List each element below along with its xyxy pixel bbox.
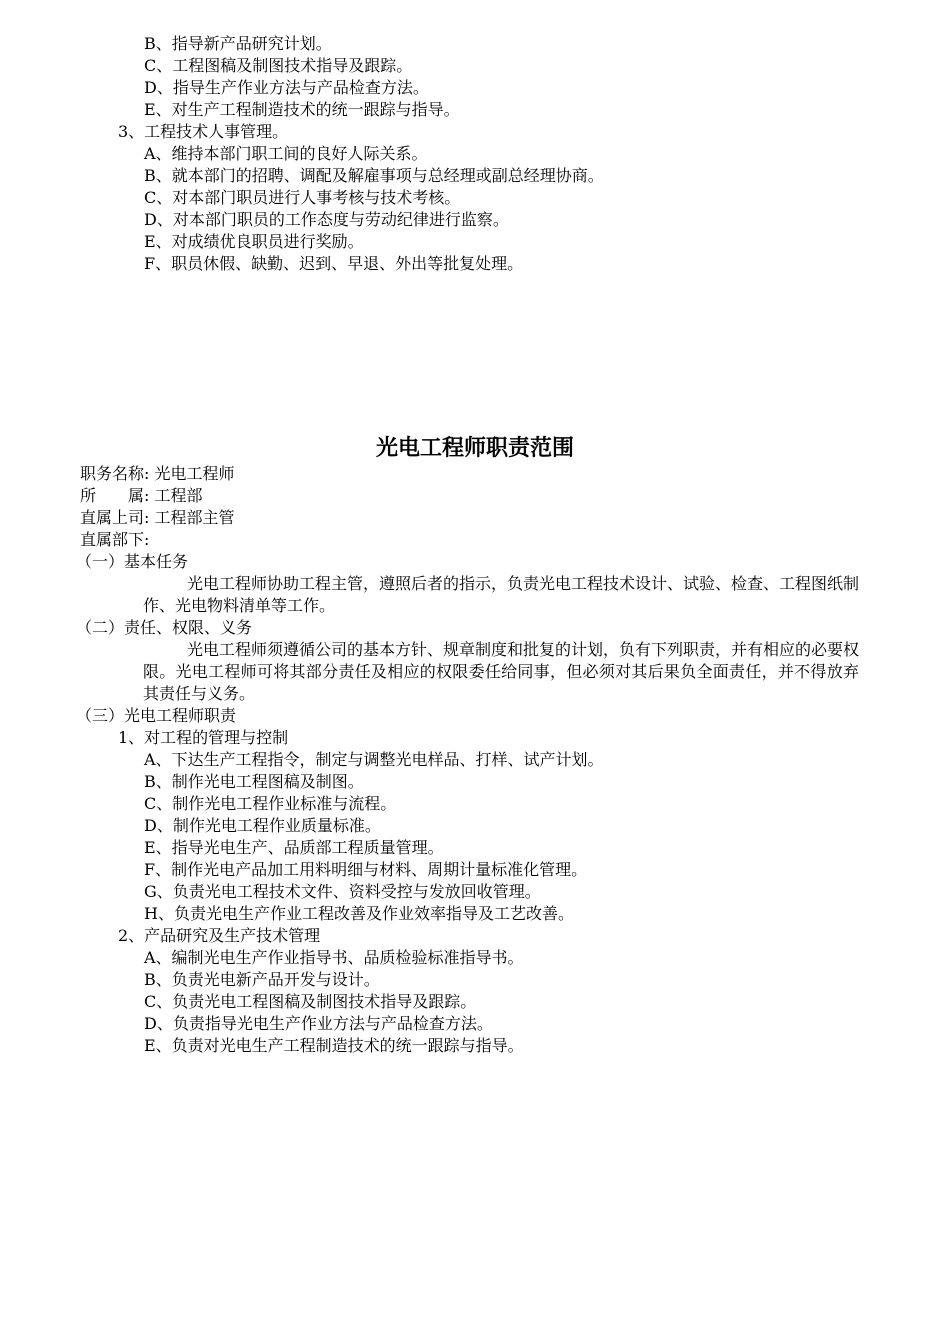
list-item: D、负责指导光电生产作业方法与产品检查方法。: [144, 1014, 493, 1033]
list-item: A、编制光电生产作业指导书、品质检验标准指导书。: [144, 948, 524, 967]
info-value: 工程部主管: [154, 508, 235, 527]
section-heading: （三）光电工程师职责: [76, 706, 237, 725]
info-row-supervisor: [80, 507, 235, 529]
list-item: E、对生产工程制造技术的统一跟踪与指导。: [144, 100, 460, 119]
info-label: 直属部下:: [80, 530, 150, 549]
list-item: B、就本部门的招聘、调配及解雇事项与总经理或副总经理协商。: [144, 166, 604, 185]
list-item: B、负责光电新产品开发与设计。: [144, 970, 380, 989]
info-value: 光电工程师: [154, 464, 235, 483]
section-paragraph: 光电工程师须遵循公司的基本方针、规章制度和批复的计划，负有下列职责，并有相应的必要权限。光电工程师可将其部分责任及相应的权限委任给同事，但必须对其后果负全面责任，并不得放弃其责任与义务。: [143, 640, 860, 703]
list-item: E、指导光电生产、品质部工程质量管理。: [144, 838, 444, 857]
list-item: B、制作光电工程图稿及制图。: [144, 772, 364, 791]
list-item: C、制作光电工程作业标准与流程。: [144, 794, 397, 813]
sub-heading: 1、对工程的管理与控制: [118, 728, 289, 747]
section-heading: （一）基本任务: [76, 552, 189, 571]
list-item: D、对本部门职员的工作态度与劳动纪律进行监察。: [144, 210, 509, 229]
list-item: C、工程图稿及制图技术指导及跟踪。: [144, 56, 413, 75]
info-value: 工程部: [154, 486, 203, 505]
info-label: 直属上司:: [80, 508, 150, 527]
list-item: A、下达生产工程指令，制定与调整光电样品、打样、试产计划。: [144, 750, 604, 769]
info-label: 所 属:: [80, 486, 150, 505]
section-paragraph: 光电工程师协助工程主管，遵照后者的指示，负责光电工程技术设计、试验、检查、工程图纸制作、光电物料清单等工作。: [143, 574, 860, 615]
sub-heading: 3、工程技术人事管理。: [118, 122, 289, 141]
list-item: C、对本部门职员进行人事考核与技术考核。: [144, 188, 461, 207]
list-item: F、职员休假、缺勤、迟到、早退、外出等批复处理。: [144, 254, 524, 273]
list-item: F、制作光电产品加工用料明细与材料、周期计量标准化管理。: [144, 860, 588, 879]
list-item: G、负责光电工程技术文件、资料受控与发放回收管理。: [144, 882, 541, 901]
list-item: E、负责对光电生产工程制造技术的统一跟踪与指导。: [144, 1036, 524, 1055]
list-item: D、制作光电工程作业质量标准。: [144, 816, 381, 835]
list-item: B、指导新产品研究计划。: [144, 34, 332, 53]
section-heading: （二）责任、权限、义务: [76, 618, 253, 637]
sub-heading: 2、产品研究及生产技术管理: [118, 926, 321, 945]
list-item: A、维持本部门职工间的良好人际关系。: [144, 144, 428, 163]
list-item: E、对成绩优良职员进行奖励。: [144, 232, 364, 251]
list-item: C、负责光电工程图稿及制图技术指导及跟踪。: [144, 992, 477, 1011]
page-title: 光电工程师职责范围: [375, 436, 574, 461]
info-label: 职务名称:: [80, 464, 150, 483]
info-row-position: [80, 463, 235, 485]
info-row-department: [80, 485, 203, 507]
list-item: H、负责光电生产作业工程改善及作业效率指导及工艺改善。: [144, 904, 574, 923]
list-item: D、指导生产作业方法与产品检查方法。: [144, 78, 429, 97]
info-row-subordinates: [80, 529, 149, 551]
